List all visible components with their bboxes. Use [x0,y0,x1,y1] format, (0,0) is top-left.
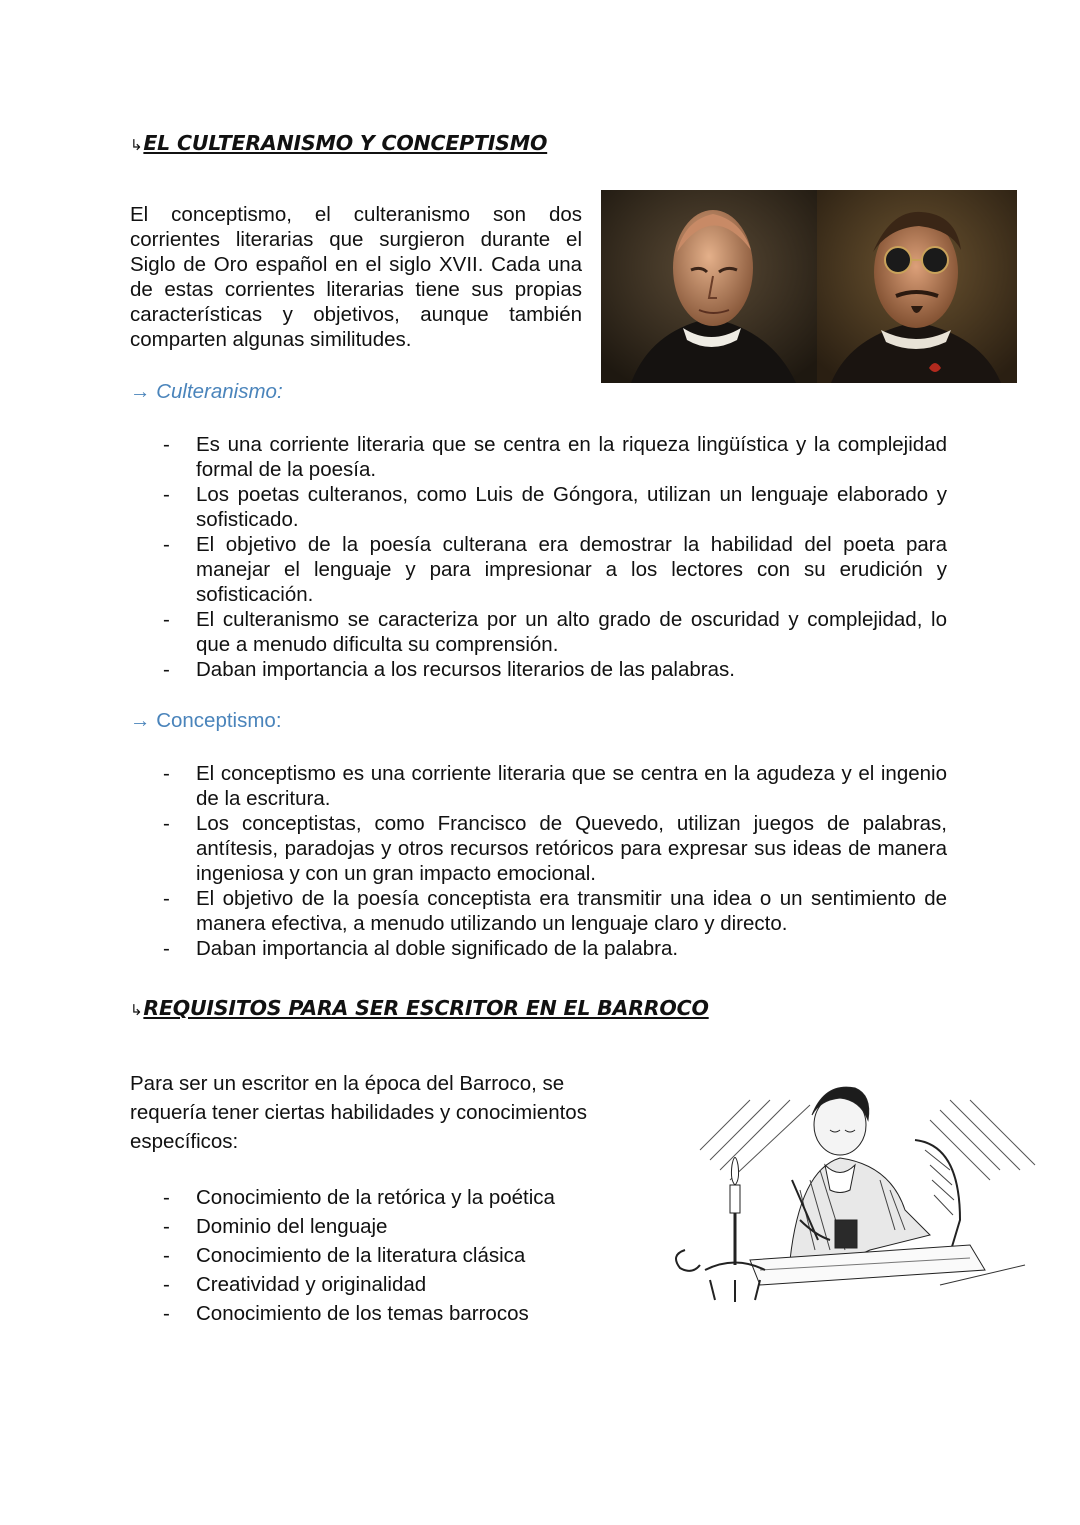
requisitos-intro: Para ser un escritor en la época del Barroco, se requería tener ciertas habilidades y conocimientos específicos: [130,1072,587,1153]
writer-illustration [640,1070,1040,1315]
gongora-quevedo-portraits [601,190,1017,383]
requisitos-list [130,1183,630,1328]
list-item: - Daban importancia a los recursos literarios de las palabras. [163,658,735,681]
list-item: - Los poetas culteranos, como Luis de Góngora, utilizan un lenguaje elaborado y sofisticado. [163,483,947,531]
list-item: - El conceptismo es una corriente literaria que se centra en la agudeza y el ingenio de la escritura. [163,762,947,810]
list-item: - Conocimiento de la literatura clásica [163,1244,526,1267]
section-heading-culteranismo-conceptismo [130,131,547,155]
culteranismo-heading: → Culteranismo: [130,380,283,403]
list-item: - El objetivo de la poesía culterana era demostrar la habilidad del poeta para manejar el lenguaje y para impresionar a los lectores con su erudición y sofisticación. [163,533,947,606]
list-item: - El culteranismo se caracteriza por un alto grado de oscuridad y complejidad, lo que a menudo dificulta su comprensión. [163,608,947,656]
list-item: - Es una corriente literaria que se centra en la riqueza lingüística y la complejidad formal de la poesía. [163,433,947,481]
culteranismo-list [130,432,947,682]
list-item: - Conocimiento de los temas barrocos [163,1302,529,1325]
list-item: - Dominio del lenguaje [163,1215,388,1238]
writer-engraving-image [640,1070,1040,1315]
conceptismo-heading: → Conceptismo: [130,709,282,732]
list-item: - Creatividad y originalidad [163,1273,427,1296]
portraits-image [601,190,1017,383]
conceptismo-list [130,761,947,961]
section-title: REQUISITOS PARA SER ESCRITOR EN EL BARROCO [143,996,709,1020]
intro-paragraph: El conceptismo, el culteranismo son dos corrientes literarias que surgieron durante el Siglo de Oro español en el siglo XVII. Cada una de estas corrientes literarias tiene sus propias características y objetivos, aunque también comparten algunas similitudes. [130,203,582,351]
return-arrow-icon: ↳ [130,136,143,154]
return-arrow-icon: ↳ [130,1001,143,1019]
list-item: - Los conceptistas, como Francisco de Quevedo, utilizan juegos de palabras, antítesis, paradojas y otros recursos retóricos para expresar sus ideas de manera ingeniosa y con un gran impacto emocional. [163,812,947,885]
section-heading-requisitos [130,996,709,1020]
list-item: - El objetivo de la poesía conceptista era transmitir una idea o un sentimiento de manera efectiva, a menudo utilizando un lenguaje claro y directo. [163,887,947,935]
section-title: EL CULTERANISMO Y CONCEPTISMO [143,131,548,155]
list-item: - Conocimiento de la retórica y la poética [163,1186,555,1209]
list-item: - Daban importancia al doble significado de la palabra. [163,937,679,960]
